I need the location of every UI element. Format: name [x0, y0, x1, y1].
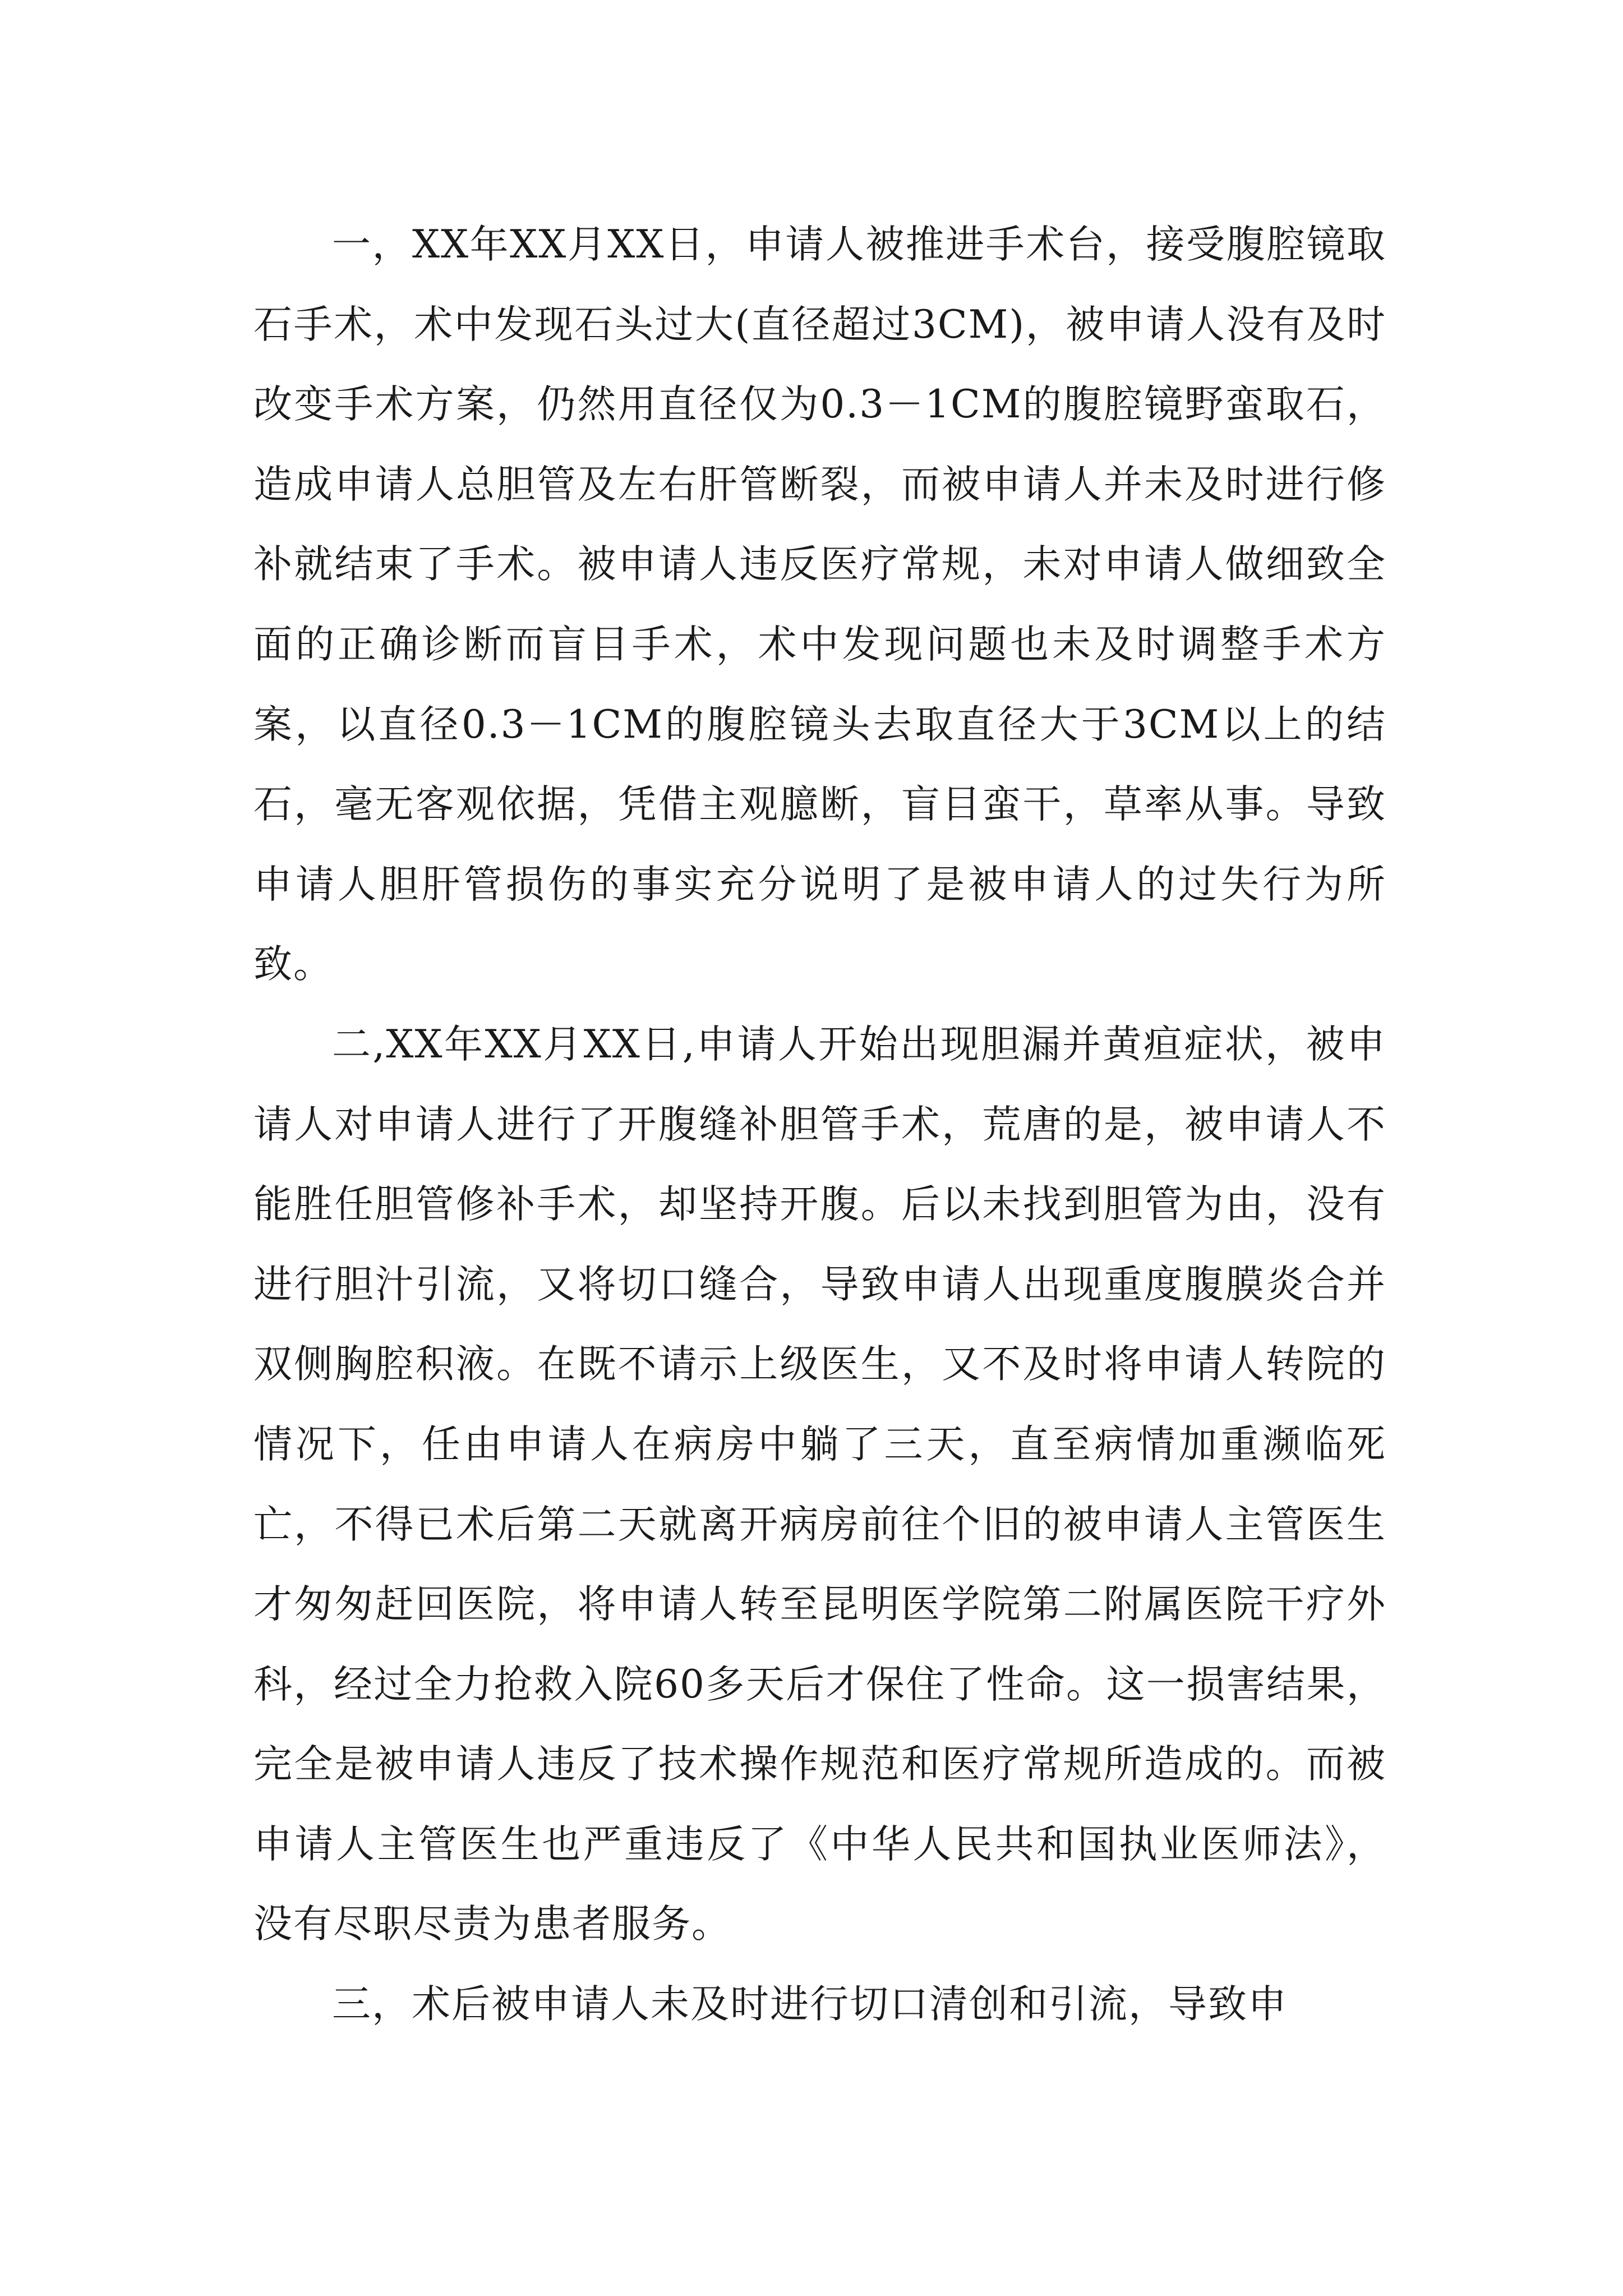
paragraph-2: 二,XX年XX月XX日,申请人开始出现胆漏并黄疸症状，被申请人对申请人进行了开腹缝补胆管手术，荒唐的是，被申请人不能胜任胆管修补手术，却坚持开腹。后以未找到胆管为由，没有进行胆汁引流，又将切口缝合，导致申请人出现重度腹膜炎合并双侧胸腔积液。在既不请示上级医生，又不及时将申请人转院的情况下，任由申请人在病房中躺了三天，直至病情加重濒临死亡，不得已术后第二天就离开病房前往个旧的被申请人主管医生才匆匆赶回医院，将申请人转至昆明医学院第二附属医院干疗外科，经过全力抢救入院60多天后才保住了性命。这一损害结果，完全是被申请人违反了技术操作规范和医疗常规所造成的。而被申请人主管医生也严重违反了《中华人民共和国执业医师法》，没有尽职尽责为患者服务。 [253, 1022, 1386, 1947]
paragraph-3: 三，术后被申请人未及时进行切口清创和引流，导致申 [332, 1982, 1288, 2027]
document-body [253, 205, 1386, 2045]
paragraph-1: 一，XX年XX月XX日，申请人被推进手术台，接受腹腔镜取石手术，术中发现石头过大(直径超过3CM)，被申请人没有及时改变手术方案，仍然用直径仅为0.3－1CM的腹腔镜野蛮取石，造成申请人总胆管及左右肝管断裂，而被申请人并未及时进行修补就结束了手术。被申请人违反医疗常规，未对申请人做细致全面的正确诊断而盲目手术，术中发现问题也未及时调整手术方案，以直径0.3－1CM的腹腔镜头去取直径大于3CM以上的结石，毫无客观依据，凭借主观臆断，盲目蛮干，草率从事。导致申请人胆肝管损伤的事实充分说明了是被申请人的过失行为所致。 [253, 222, 1386, 987]
